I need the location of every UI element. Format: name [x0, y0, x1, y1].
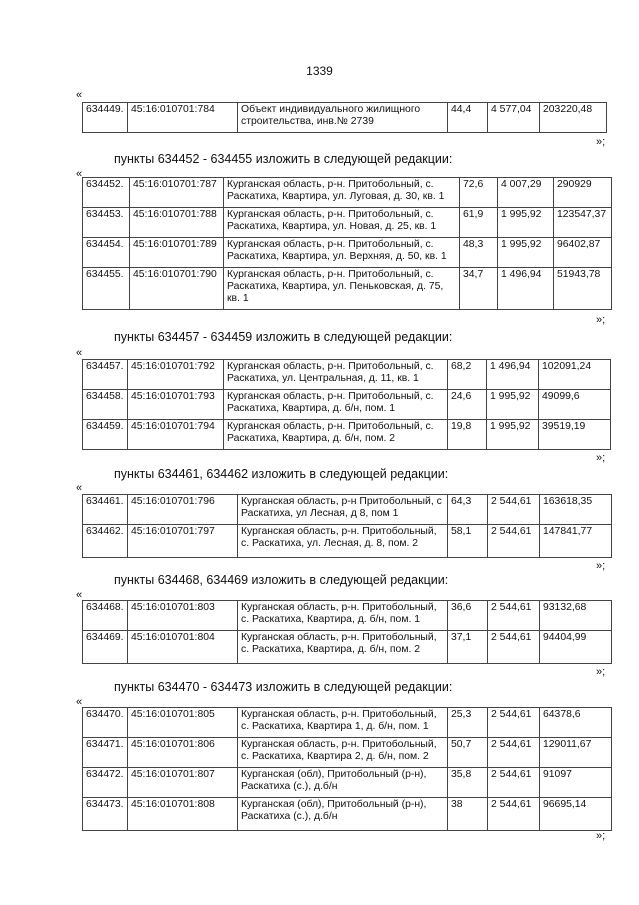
- table-row: [83, 768, 612, 798]
- value-cell: 129011,67: [540, 738, 612, 768]
- address-cell: Курганская область, р-н. Притобольный, с. Раскатиха, Квартира 1, д. б/н, пом. 1: [238, 708, 448, 738]
- value-cell: 49099,6: [539, 390, 611, 420]
- value-cell: 123547,37: [554, 208, 612, 238]
- rate-cell: 2 544,61: [488, 495, 540, 525]
- cadastral-number-cell: 45:16:010701:787: [130, 178, 224, 208]
- amendment-table: [82, 102, 607, 133]
- area-cell: 38: [448, 798, 488, 831]
- address-cell: Курганская (обл), Притобольный (р-н), Раскатиха (с.), д.б/н: [238, 798, 448, 831]
- amendment-table: [82, 494, 612, 558]
- cadastral-number-cell: 45:16:010701:797: [128, 525, 238, 558]
- area-cell: 50,7: [448, 738, 488, 768]
- cadastral-number-cell: 45:16:010701:796: [128, 495, 238, 525]
- item-number-cell: 634455.: [83, 268, 130, 310]
- closing-quote: »;: [596, 830, 606, 842]
- value-cell: 91097: [540, 768, 612, 798]
- cadastral-number-cell: 45:16:010701:789: [130, 238, 224, 268]
- area-cell: 68,2: [448, 360, 487, 390]
- rate-cell: 1 995,92: [498, 208, 554, 238]
- rate-cell: 1 995,92: [487, 420, 539, 450]
- table-row: [83, 495, 612, 525]
- address-cell: Курганская область, р-н. Притобольный, с. Раскатиха, Квартира, д. б/н, пом. 1: [238, 601, 448, 631]
- rate-cell: 2 544,61: [488, 798, 540, 831]
- section-heading: пункты 634457 - 634459 изложить в следующей редакции:: [114, 330, 453, 344]
- table-row: [83, 631, 612, 664]
- cadastral-number-cell: 45:16:010701:808: [128, 798, 238, 831]
- address-cell: Курганская область, р-н. Притобольный, с. Раскатиха, ул. Центральная, д. 11, кв. 1: [224, 360, 448, 390]
- table-row: [83, 360, 611, 390]
- value-cell: 203220,48: [540, 103, 607, 133]
- item-number-cell: 634473.: [83, 798, 128, 831]
- area-cell: 25,3: [448, 708, 488, 738]
- address-cell: Курганская (обл), Притобольный (р-н), Раскатиха (с.), д.б/н: [238, 768, 448, 798]
- section-heading: пункты 634468, 634469 изложить в следующей редакции:: [114, 573, 449, 587]
- rate-cell: 1 496,94: [498, 268, 554, 310]
- area-cell: 58,1: [448, 525, 488, 558]
- opening-quote: «: [76, 89, 83, 101]
- cadastral-number-cell: 45:16:010701:792: [128, 360, 224, 390]
- opening-quote: «: [76, 589, 83, 601]
- address-cell: Объект индивидуального жилищного строительства, инв.№ 2739: [238, 103, 448, 133]
- cadastral-number-cell: 45:16:010701:804: [128, 631, 238, 664]
- closing-quote: »;: [596, 314, 606, 326]
- rate-cell: 2 544,61: [488, 601, 540, 631]
- rate-cell: 2 544,61: [488, 631, 540, 664]
- value-cell: 102091,24: [539, 360, 611, 390]
- item-number-cell: 634469.: [83, 631, 128, 664]
- section-heading: пункты 634470 - 634473 изложить в следующей редакции:: [114, 680, 453, 694]
- amendment-table: [82, 359, 611, 450]
- table-row: [83, 708, 612, 738]
- address-cell: Курганская область, р-н. Притобольный, с. Раскатиха, Квартира, ул. Луговая, д. 30, кв. 1: [224, 178, 460, 208]
- value-cell: 64378,6: [540, 708, 612, 738]
- item-number-cell: 634459.: [83, 420, 128, 450]
- cadastral-number-cell: 45:16:010701:793: [128, 390, 224, 420]
- item-number-cell: 634454.: [83, 238, 130, 268]
- area-cell: 24,6: [448, 390, 487, 420]
- area-cell: 35,8: [448, 768, 488, 798]
- item-number-cell: 634452.: [83, 178, 130, 208]
- table-row: [83, 178, 612, 208]
- rate-cell: 1 496,94: [487, 360, 539, 390]
- closing-quote: »;: [596, 136, 606, 148]
- address-cell: Курганская область, р-н. Притобольный, с. Раскатиха, Квартира, ул. Пеньковская, д. 75, кв. 1: [224, 268, 460, 310]
- table-row: [83, 238, 612, 268]
- closing-quote: »;: [596, 560, 606, 572]
- rate-cell: 2 544,61: [488, 738, 540, 768]
- item-number-cell: 634462.: [83, 525, 128, 558]
- rate-cell: 1 995,92: [487, 390, 539, 420]
- opening-quote: «: [76, 482, 83, 494]
- closing-quote: »;: [596, 666, 606, 678]
- table-row: [83, 208, 612, 238]
- item-number-cell: 634468.: [83, 601, 128, 631]
- value-cell: 96695,14: [540, 798, 612, 831]
- value-cell: 39519,19: [539, 420, 611, 450]
- table-row: [83, 798, 612, 831]
- area-cell: 48,3: [460, 238, 498, 268]
- value-cell: 147841,77: [540, 525, 612, 558]
- value-cell: 290929: [554, 178, 612, 208]
- cadastral-number-cell: 45:16:010701:803: [128, 601, 238, 631]
- page-number: 1339: [306, 64, 333, 78]
- item-number-cell: 634471.: [83, 738, 128, 768]
- item-number-cell: 634472.: [83, 768, 128, 798]
- table-row: [83, 738, 612, 768]
- address-cell: Курганская область, р-н. Притобольный, с. Раскатиха, Квартира, д. б/н, пом. 2: [238, 631, 448, 664]
- table-row: [83, 601, 612, 631]
- amendment-table: [82, 600, 612, 664]
- address-cell: Курганская область, р-н. Притобольный, с. Раскатиха, Квартира 2, д. б/н, пом. 2: [238, 738, 448, 768]
- item-number-cell: 634470.: [83, 708, 128, 738]
- cadastral-number-cell: 45:16:010701:807: [128, 768, 238, 798]
- area-cell: 61,9: [460, 208, 498, 238]
- rate-cell: 4 007,29: [498, 178, 554, 208]
- table-row: [83, 525, 612, 558]
- address-cell: Курганская область, р-н. Притобольный, с. Раскатиха, Квартира, д. б/н, пом. 1: [224, 390, 448, 420]
- area-cell: 37,1: [448, 631, 488, 664]
- cadastral-number-cell: 45:16:010701:790: [130, 268, 224, 310]
- rate-cell: 2 544,61: [488, 768, 540, 798]
- opening-quote: «: [76, 347, 83, 359]
- value-cell: 51943,78: [554, 268, 612, 310]
- value-cell: 94404,99: [540, 631, 612, 664]
- cadastral-number-cell: 45:16:010701:805: [128, 708, 238, 738]
- table-row: [83, 268, 612, 310]
- address-cell: Курганская область, р-н Притобольный, с Раскатиха, ул Лесная, д 8, пом 1: [238, 495, 448, 525]
- value-cell: 93132,68: [540, 601, 612, 631]
- rate-cell: 4 577,04: [488, 103, 540, 133]
- item-number-cell: 634449.: [83, 103, 128, 133]
- table-row: [83, 420, 611, 450]
- opening-quote: «: [76, 696, 83, 708]
- item-number-cell: 634453.: [83, 208, 130, 238]
- cadastral-number-cell: 45:16:010701:806: [128, 738, 238, 768]
- rate-cell: 1 995,92: [498, 238, 554, 268]
- area-cell: 34,7: [460, 268, 498, 310]
- address-cell: Курганская область, р-н. Притобольный, с. Раскатиха, ул. Лесная, д. 8, пом. 2: [238, 525, 448, 558]
- cadastral-number-cell: 45:16:010701:784: [128, 103, 238, 133]
- area-cell: 64,3: [448, 495, 488, 525]
- area-cell: 44,4: [448, 103, 488, 133]
- table-row: [83, 390, 611, 420]
- area-cell: 19,8: [448, 420, 487, 450]
- cadastral-number-cell: 45:16:010701:794: [128, 420, 224, 450]
- address-cell: Курганская область, р-н. Притобольный, с. Раскатиха, Квартира, д. б/н, пом. 2: [224, 420, 448, 450]
- opening-quote: «: [76, 168, 83, 180]
- value-cell: 163618,35: [540, 495, 612, 525]
- item-number-cell: 634458.: [83, 390, 128, 420]
- address-cell: Курганская область, р-н. Притобольный, с. Раскатиха, Квартира, ул. Новая, д. 25, кв. 1: [224, 208, 460, 238]
- area-cell: 72,6: [460, 178, 498, 208]
- item-number-cell: 634461.: [83, 495, 128, 525]
- value-cell: 96402,87: [554, 238, 612, 268]
- cadastral-number-cell: 45:16:010701:788: [130, 208, 224, 238]
- section-heading: пункты 634452 - 634455 изложить в следующей редакции:: [114, 152, 453, 166]
- rate-cell: 2 544,61: [488, 708, 540, 738]
- amendment-table: [82, 707, 612, 831]
- amendment-table: [82, 177, 612, 310]
- table-row: [83, 103, 607, 133]
- item-number-cell: 634457.: [83, 360, 128, 390]
- address-cell: Курганская область, р-н. Притобольный, с. Раскатиха, Квартира, ул. Верхняя, д. 50, кв. 1: [224, 238, 460, 268]
- area-cell: 36,6: [448, 601, 488, 631]
- rate-cell: 2 544,61: [488, 525, 540, 558]
- section-heading: пункты 634461, 634462 изложить в следующей редакции:: [114, 467, 449, 481]
- closing-quote: »;: [596, 452, 606, 464]
